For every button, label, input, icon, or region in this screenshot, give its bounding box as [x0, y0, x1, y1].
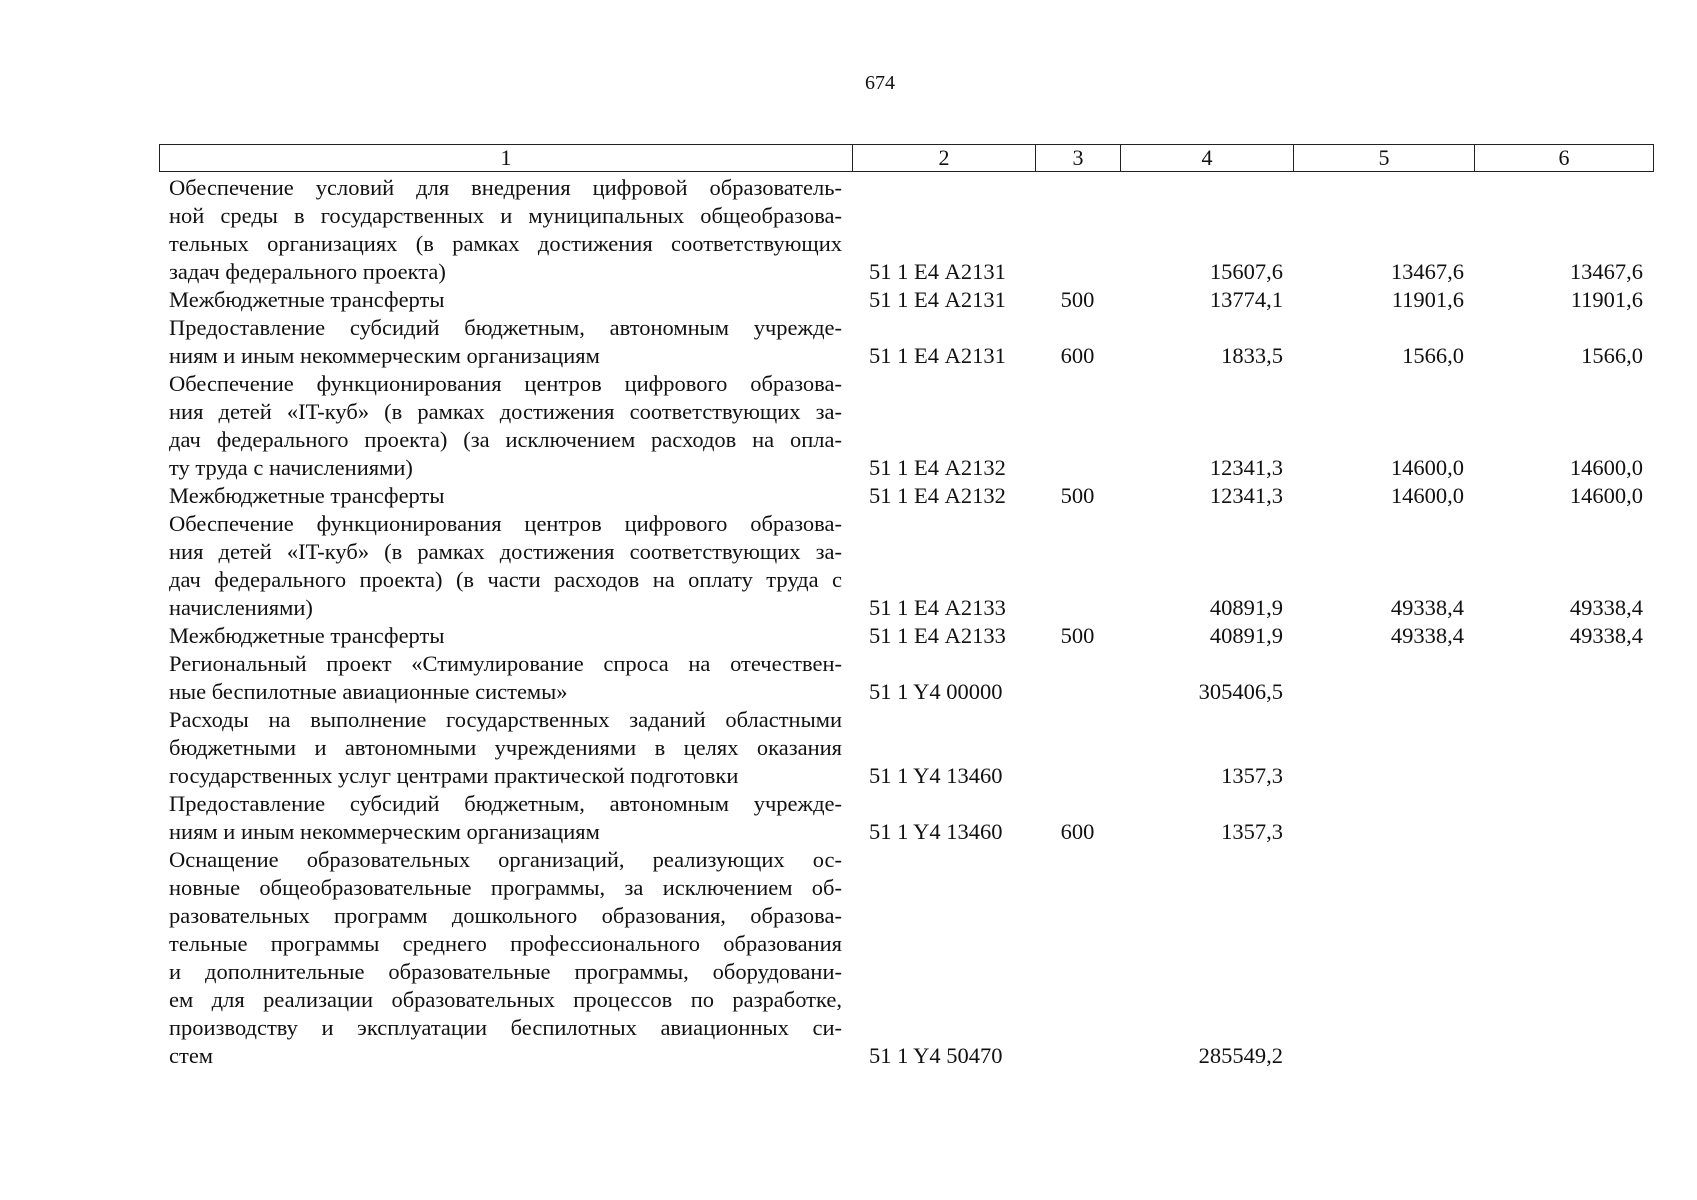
description-line: дач федерального проекта) (за исключением расходов на опла-: [169, 427, 842, 452]
description-line: Предоставление субсидий бюджетным, автономным учрежде-: [169, 315, 842, 340]
description-line: новные общеобразовательные программы, за исключением об-: [169, 875, 842, 900]
table-row: [159, 650, 1653, 706]
description-line: Обеспечение функционирования центров цифрового образова-: [169, 511, 842, 536]
description-line: государственных услуг центрами практической подготовки: [169, 763, 739, 788]
column-number: 5: [1294, 145, 1475, 172]
row-value-year3: 1566,0: [1581, 343, 1643, 368]
row-description: [159, 622, 852, 650]
description-line: дач федерального проекта) (в части расходов на оплату труда с: [169, 567, 842, 592]
row-value-year2: 14600,0: [1390, 455, 1464, 480]
row-value-year2: [1293, 790, 1474, 846]
description-line: Межбюджетные трансферты: [169, 483, 445, 508]
row-value-year1: 1357,3: [1221, 819, 1283, 844]
row-value-year3: [1474, 790, 1653, 846]
row-value-year1: 15607,6: [1209, 259, 1283, 284]
row-description: [159, 510, 852, 622]
row-value-year2: 49338,4: [1390, 595, 1464, 620]
row-value-year2: 49338,4: [1390, 623, 1464, 648]
column-number-row: [160, 145, 1654, 172]
description-line: начислениями): [169, 595, 313, 620]
row-code: 51 1 Е4 А2133: [869, 623, 1006, 648]
row-value-year2: [1293, 846, 1474, 1070]
description-line: Предоставление субсидий бюджетным, автономным учрежде-: [169, 791, 842, 816]
description-line: Расходы на выполнение государственных заданий областными: [169, 707, 842, 732]
description-line: Региональный проект «Стимулирование спроса на отечествен-: [169, 651, 842, 676]
column-header-table: [159, 144, 1654, 172]
row-value-year1: 13774,1: [1209, 287, 1283, 312]
table-row: [159, 174, 1653, 286]
description-line: Межбюджетные трансферты: [169, 287, 445, 312]
description-line: ной среды в государственных и муниципальных общеобразова-: [169, 203, 842, 228]
row-expense-type: 500: [1060, 287, 1095, 312]
row-value-year3: 14600,0: [1569, 483, 1643, 508]
description-line: Оснащение образовательных организаций, реализующих ос-: [169, 847, 842, 872]
row-value-year2: 11901,6: [1391, 287, 1464, 312]
row-value-year1: 12341,3: [1209, 455, 1283, 480]
row-description: [159, 370, 852, 482]
row-description: [159, 846, 852, 1070]
row-value-year3: [1474, 706, 1653, 790]
row-expense-type: [1035, 510, 1120, 622]
row-value-year2: 1566,0: [1402, 343, 1464, 368]
column-number: 3: [1036, 145, 1121, 172]
row-value-year3: [1474, 846, 1653, 1070]
row-code: 51 1 Y4 00000: [869, 679, 1003, 704]
description-line: ниям и иным некоммерческим организациям: [169, 819, 600, 844]
row-expense-type: [1035, 706, 1120, 790]
table-row: [159, 314, 1653, 370]
description-line: тельные программы среднего профессионального образования: [169, 931, 842, 956]
row-value-year1: 305406,5: [1198, 679, 1283, 704]
row-value-year1: 1833,5: [1221, 343, 1283, 368]
row-value-year2: [1293, 706, 1474, 790]
table-row: [159, 846, 1653, 1070]
description-line: разовательных программ дошкольного образования, образова-: [169, 903, 842, 928]
table-row: [159, 510, 1653, 622]
row-description: [159, 650, 852, 706]
row-expense-type: [1035, 370, 1120, 482]
table-row: [159, 370, 1653, 482]
description-line: ем для реализации образовательных процессов по разработке,: [169, 987, 842, 1012]
row-value-year1: 40891,9: [1209, 623, 1283, 648]
row-value-year1: 12341,3: [1209, 483, 1283, 508]
description-line: задач федерального проекта): [169, 259, 446, 284]
budget-table-body: [159, 174, 1653, 1070]
description-line: Обеспечение условий для внедрения цифровой образователь-: [169, 175, 842, 200]
row-expense-type: [1035, 846, 1120, 1070]
row-expense-type: 600: [1060, 819, 1095, 844]
description-line: ниям и иным некоммерческим организациям: [169, 343, 600, 368]
row-expense-type: [1035, 650, 1120, 706]
table-row: [159, 706, 1653, 790]
row-code: 51 1 Y4 50470: [869, 1043, 1003, 1068]
row-description: [159, 174, 852, 286]
row-value-year1: 285549,2: [1198, 1043, 1283, 1068]
row-value-year2: [1293, 650, 1474, 706]
row-value-year3: 13467,6: [1569, 259, 1643, 284]
row-code: 51 1 Е4 А2133: [869, 595, 1006, 620]
column-number: 2: [853, 145, 1036, 172]
row-code: 51 1 Y4 13460: [869, 763, 1003, 788]
row-description: [159, 790, 852, 846]
column-number: 1: [160, 145, 853, 172]
column-number: 4: [1121, 145, 1294, 172]
row-expense-type: 500: [1060, 483, 1095, 508]
page-number: 674: [865, 72, 895, 94]
row-expense-type: [1035, 174, 1120, 286]
description-line: и дополнительные образовательные программы, оборудовани-: [169, 959, 842, 984]
row-expense-type: 500: [1060, 623, 1095, 648]
column-number: 6: [1475, 145, 1654, 172]
row-description: [159, 482, 852, 510]
table-row: [159, 790, 1653, 846]
description-line: стем: [169, 1043, 214, 1068]
row-value-year2: 14600,0: [1390, 483, 1464, 508]
row-value-year1: 40891,9: [1209, 595, 1283, 620]
row-code: 51 1 Е4 А2131: [869, 287, 1006, 312]
row-code: 51 1 Е4 А2132: [869, 455, 1006, 480]
row-code: 51 1 Y4 13460: [869, 819, 1003, 844]
row-code: 51 1 Е4 А2131: [869, 259, 1006, 284]
row-value-year2: 13467,6: [1390, 259, 1464, 284]
description-line: тельных организациях (в рамках достижения соответствующих: [169, 231, 842, 256]
row-description: [159, 286, 852, 314]
row-description: [159, 706, 852, 790]
budget-table: [159, 174, 1653, 1070]
table-row: [159, 482, 1653, 510]
table-row: [159, 286, 1653, 314]
description-line: ные беспилотные авиационные системы»: [169, 679, 568, 704]
row-value-year3: 49338,4: [1569, 623, 1643, 648]
row-value-year1: 1357,3: [1221, 763, 1283, 788]
description-line: ту труда с начислениями): [169, 455, 413, 480]
description-line: Межбюджетные трансферты: [169, 623, 445, 648]
description-line: Обеспечение функционирования центров цифрового образова-: [169, 371, 842, 396]
description-line: ния детей «IT-куб» (в рамках достижения соответствующих за-: [169, 399, 842, 424]
row-value-year3: 11901,6: [1570, 287, 1643, 312]
row-code: 51 1 Е4 А2132: [869, 483, 1006, 508]
table-row: [159, 622, 1653, 650]
row-value-year3: 14600,0: [1569, 455, 1643, 480]
description-line: производству и эксплуатации беспилотных авиационных си-: [169, 1015, 842, 1040]
row-value-year3: 49338,4: [1569, 595, 1643, 620]
row-value-year3: [1474, 650, 1653, 706]
row-code: 51 1 Е4 А2131: [869, 343, 1006, 368]
description-line: бюджетными и автономными учреждениями в целях оказания: [169, 735, 842, 760]
row-description: [159, 314, 852, 370]
row-expense-type: 600: [1060, 343, 1095, 368]
description-line: ния детей «IT-куб» (в рамках достижения соответствующих за-: [169, 539, 842, 564]
